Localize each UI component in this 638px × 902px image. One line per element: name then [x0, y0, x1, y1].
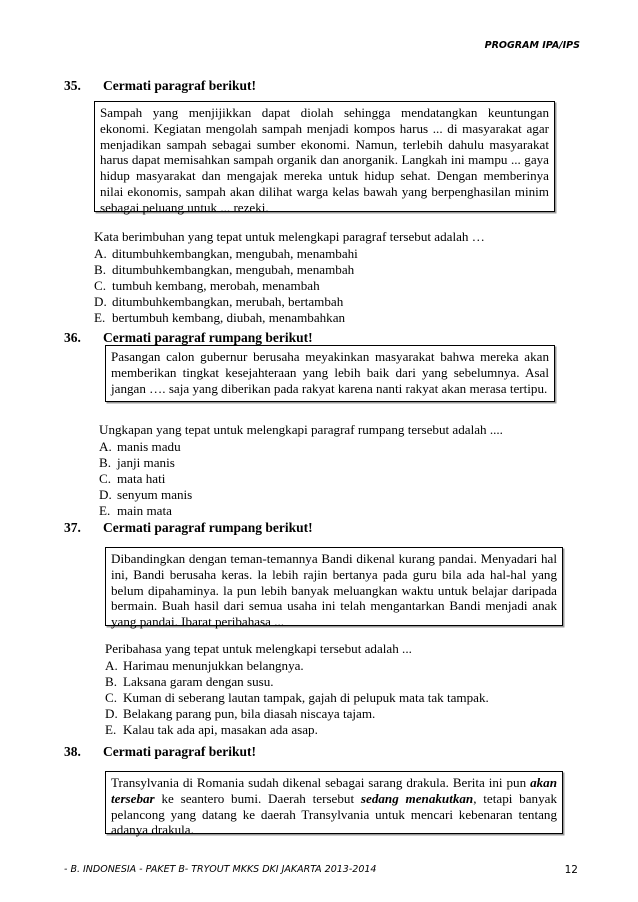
- emphasis-text: sedang menakutkan: [360, 790, 474, 806]
- question-38-title: [64, 744, 256, 760]
- option-b[interactable]: B. ditumbuhkembangkan, mengubah, menambah: [94, 262, 355, 277]
- option-e[interactable]: E. main mata: [99, 503, 172, 518]
- option-a[interactable]: A. Harimau menunjukkan belangnya.: [105, 658, 304, 673]
- passage-text: Transylvania di Romania sudah dikenal sebagai sarang drakula. Berita ini pun akan tersebar ke seantero bumi. Daerah tersebut sedang menakutkan, tetapi banyak pelancong yang datang ke daerah Transylvania untuk mencari kebenaran tentang adanya drakula.: [111, 775, 557, 838]
- question-35-title: [64, 78, 256, 94]
- option-b[interactable]: B. Laksana garam dengan susu.: [105, 674, 274, 689]
- option-d[interactable]: D. Belakang parang pun, bila diasah niscaya tajam.: [105, 706, 376, 721]
- emphasis-text: akan tersebar: [111, 775, 557, 806]
- question-title: Cermati paragraf berikut!: [103, 744, 256, 759]
- passage-box-38: [105, 771, 563, 838]
- passage-box-36: [105, 345, 555, 402]
- question-36-body: [99, 422, 503, 519]
- question-37-title: [64, 520, 313, 536]
- question-number: 37.: [64, 520, 81, 535]
- question-number: 35.: [64, 78, 81, 93]
- footer-text: - B. INDONESIA - PAKET B- TRYOUT MKKS DKI JAKARTA 2013-2014: [64, 864, 377, 875]
- question-title: Cermati paragraf rumpang berikut!: [103, 520, 313, 535]
- option-a[interactable]: A. manis madu: [99, 439, 181, 454]
- option-c[interactable]: C. Kuman di seberang lautan tampak, gajah di pelupuk mata tak tampak.: [105, 690, 489, 705]
- option-a[interactable]: A. ditumbuhkembangkan, mengubah, menambahi: [94, 246, 358, 261]
- option-e[interactable]: E. bertumbuh kembang, diubah, menambahkan: [94, 310, 346, 325]
- program-header: PROGRAM IPA/IPS: [484, 40, 580, 51]
- question-title: Cermati paragraf berikut!: [103, 78, 256, 93]
- passage-box-35: [94, 101, 555, 215]
- question-stem: Ungkapan yang tepat untuk melengkapi paragraf rumpang tersebut adalah ....: [99, 422, 503, 437]
- passage-text: Dibandingkan dengan teman-temannya Bandi dikenal kurang pandai. Menyadari hal ini, Bandi berusaha keras. la lebih rajin bertanya pada guru bila ada hal-hal yang belum dipahaminya. la pun lebih banyak meluangkan waktu untuk belajar daripada bermain. Buah hasil dari semua usaha ini telah mengantarkan Bandi menjadi anak yang pandai. Ibarat peribahasa ...: [111, 551, 557, 630]
- option-c[interactable]: C. mata hati: [99, 471, 166, 486]
- option-b[interactable]: B. janji manis: [99, 455, 175, 470]
- option-d[interactable]: D. senyum manis: [99, 487, 193, 502]
- question-stem: Peribahasa yang tepat untuk melengkapi tersebut adalah ...: [105, 641, 412, 656]
- passage-box-37: [105, 547, 563, 630]
- question-stem: Kata berimbuhan yang tepat untuk melengkapi paragraf tersebut adalah …: [94, 229, 485, 244]
- passage-text: Pasangan calon gubernur berusaha meyakinkan masyarakat bahwa mereka akan memberikan tingkat kesejahteraan yang lebih baik dari yang sebelumnya. Asal jangan …. saja yang diberikan pada rakyat karena nanti rakyat akan merasa tertipu.: [111, 349, 549, 396]
- question-number: 36.: [64, 330, 81, 345]
- option-d[interactable]: D. ditumbuhkembangkan, merubah, bertambah: [94, 294, 344, 309]
- question-37-body: [105, 641, 489, 738]
- option-c[interactable]: C. tumbuh kembang, merobah, menambah: [94, 278, 320, 293]
- page-footer: [64, 864, 578, 875]
- passage-text: Sampah yang menjijikkan dapat diolah sehingga mendatangkan keuntungan ekonomi. Kegiatan mengolah sampah menjadi kompos harus ... di masyarakat agar menjadikan sampah sebagai sumber ekonomi. Namun, terlebih dahulu masyarakat harus dapat memisahkan sampah organik dan anorganik. Langkah ini mampu ... gaya hidup masyarakat dan mengajak mereka untuk hidup sehat. Dengan memberinya nilai ekonomis, sampah akan dilihat warga kelas bawah yang berpenghasilan minim sebagai peluang untuk ... rezeki.: [100, 105, 549, 215]
- question-35-body: [94, 229, 485, 326]
- question-36-title: [64, 330, 313, 346]
- question-number: 38.: [64, 744, 81, 759]
- question-title: Cermati paragraf rumpang berikut!: [103, 330, 313, 345]
- page-number: 12: [564, 864, 578, 876]
- option-e[interactable]: E. Kalau tak ada api, masakan ada asap.: [105, 722, 318, 737]
